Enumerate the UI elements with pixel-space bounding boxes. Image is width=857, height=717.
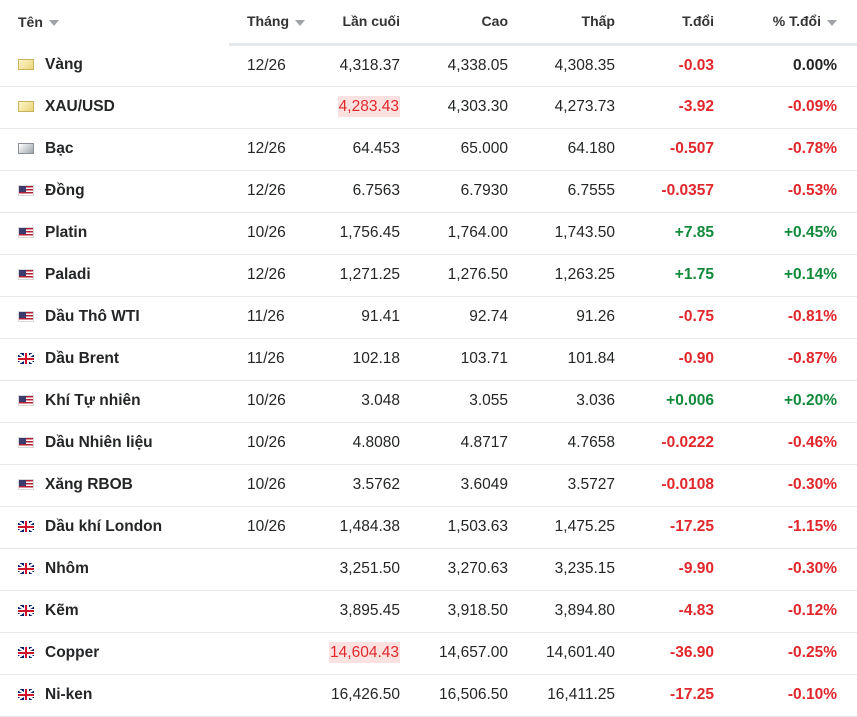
table-row[interactable] xyxy=(0,464,857,506)
high-cell: 4,303.30 xyxy=(420,86,528,128)
change-cell: -3.92 xyxy=(635,86,734,128)
month-cell: 11/26 xyxy=(229,338,310,380)
last-price-value: 64.453 xyxy=(352,140,400,157)
column-header-change[interactable] xyxy=(635,0,734,44)
month-cell xyxy=(229,590,310,632)
column-header-change-label: T.đổi xyxy=(682,13,714,30)
low-cell: 4.7658 xyxy=(528,422,635,464)
low-cell: 1,263.25 xyxy=(528,254,635,296)
instrument-name-cell[interactable] xyxy=(0,338,229,380)
us-flag-icon xyxy=(18,479,34,490)
high-cell: 4.8717 xyxy=(420,422,528,464)
table-row[interactable] xyxy=(0,380,857,422)
low-cell: 4,273.73 xyxy=(528,86,635,128)
last-price-value: 91.41 xyxy=(361,308,400,325)
change-cell: -0.0222 xyxy=(635,422,734,464)
column-header-last-label: Lần cuối xyxy=(342,13,400,30)
last-price-cell xyxy=(310,548,420,590)
column-header-high[interactable] xyxy=(420,0,528,44)
last-price-cell xyxy=(310,506,420,548)
column-header-change-pct-label: % T.đổi xyxy=(772,13,821,30)
low-cell: 3,235.15 xyxy=(528,548,635,590)
month-cell: 12/26 xyxy=(229,254,310,296)
change-pct-cell: +0.20% xyxy=(734,380,857,422)
instrument-name-link[interactable]: XAU/USD xyxy=(45,98,115,115)
column-header-name[interactable] xyxy=(0,0,229,44)
month-cell xyxy=(229,674,310,716)
column-header-month[interactable] xyxy=(229,0,310,44)
column-header-low[interactable] xyxy=(528,0,635,44)
change-cell: -9.90 xyxy=(635,548,734,590)
last-price-value: 14,604.43 xyxy=(330,644,399,661)
table-header xyxy=(0,0,857,44)
us-flag-icon xyxy=(18,437,34,448)
last-price-cell xyxy=(310,296,420,338)
last-price-value: 6.7563 xyxy=(352,182,400,199)
high-cell: 14,657.00 xyxy=(420,632,528,674)
last-price-value: 1,271.25 xyxy=(339,266,400,283)
instrument-name-link[interactable]: Xăng RBOB xyxy=(45,476,133,493)
high-cell: 1,503.63 xyxy=(420,506,528,548)
table-row[interactable] xyxy=(0,548,857,590)
high-cell: 3,270.63 xyxy=(420,548,528,590)
change-cell: -0.75 xyxy=(635,296,734,338)
column-header-high-label: Cao xyxy=(481,13,508,30)
low-cell: 16,411.25 xyxy=(528,674,635,716)
change-cell: +1.75 xyxy=(635,254,734,296)
last-price-value: 3.048 xyxy=(361,392,400,409)
change-cell: -0.507 xyxy=(635,128,734,170)
low-cell: 3.5727 xyxy=(528,464,635,506)
last-price-cell xyxy=(310,44,420,86)
month-cell xyxy=(229,86,310,128)
table-body xyxy=(0,44,857,716)
instrument-name-cell[interactable] xyxy=(0,674,229,716)
instrument-name-link[interactable]: Dầu khí London xyxy=(45,518,163,535)
table-row[interactable] xyxy=(0,674,857,716)
us-flag-icon xyxy=(18,269,34,280)
gold-flag-icon xyxy=(18,101,34,112)
instrument-name-cell[interactable] xyxy=(0,380,229,422)
instrument-name-cell[interactable] xyxy=(0,212,229,254)
high-cell: 103.71 xyxy=(420,338,528,380)
change-pct-cell: -0.30% xyxy=(734,464,857,506)
high-cell: 1,764.00 xyxy=(420,212,528,254)
change-pct-cell: -0.30% xyxy=(734,548,857,590)
silver-flag-icon xyxy=(18,143,34,154)
low-cell: 1,475.25 xyxy=(528,506,635,548)
change-cell: -4.83 xyxy=(635,590,734,632)
change-pct-cell: -0.25% xyxy=(734,632,857,674)
high-cell: 1,276.50 xyxy=(420,254,528,296)
month-cell: 10/26 xyxy=(229,464,310,506)
instrument-name-link[interactable]: Đồng xyxy=(45,182,85,199)
us-flag-icon xyxy=(18,227,34,238)
instrument-name-link[interactable]: Bạc xyxy=(45,140,74,157)
gold-flag-icon xyxy=(18,59,34,70)
instrument-name-cell[interactable] xyxy=(0,128,229,170)
instrument-name-link[interactable]: Dầu Thô WTI xyxy=(45,308,140,325)
uk-flag-icon xyxy=(18,647,34,658)
instrument-name-link[interactable]: Nhôm xyxy=(45,560,89,577)
low-cell: 1,743.50 xyxy=(528,212,635,254)
last-price-cell xyxy=(310,422,420,464)
high-cell: 16,506.50 xyxy=(420,674,528,716)
instrument-name-cell[interactable] xyxy=(0,632,229,674)
instrument-name-link[interactable]: Khí Tự nhiên xyxy=(45,392,141,409)
last-price-cell xyxy=(310,128,420,170)
column-header-low-label: Thấp xyxy=(581,13,615,30)
low-cell: 4,308.35 xyxy=(528,44,635,86)
low-cell: 91.26 xyxy=(528,296,635,338)
last-price-value: 4,283.43 xyxy=(338,98,399,115)
column-header-month-label: Tháng xyxy=(247,13,289,30)
us-flag-icon xyxy=(18,185,34,196)
instrument-name-cell[interactable] xyxy=(0,590,229,632)
instrument-name-cell[interactable] xyxy=(0,506,229,548)
instrument-name-cell[interactable] xyxy=(0,86,229,128)
change-cell: +0.006 xyxy=(635,380,734,422)
low-cell: 14,601.40 xyxy=(528,632,635,674)
column-header-change-pct[interactable] xyxy=(734,0,857,44)
instrument-name-link[interactable]: Dầu Nhiên liệu xyxy=(45,434,153,451)
high-cell: 6.7930 xyxy=(420,170,528,212)
uk-flag-icon xyxy=(18,353,34,364)
table-row[interactable] xyxy=(0,44,857,86)
instrument-name-cell[interactable] xyxy=(0,464,229,506)
month-cell xyxy=(229,548,310,590)
change-cell: +7.85 xyxy=(635,212,734,254)
uk-flag-icon xyxy=(18,521,34,532)
last-price-value: 102.18 xyxy=(352,350,400,367)
month-cell: 10/26 xyxy=(229,422,310,464)
uk-flag-icon xyxy=(18,563,34,574)
low-cell: 64.180 xyxy=(528,128,635,170)
instrument-name-link[interactable]: Platin xyxy=(45,224,88,241)
high-cell: 92.74 xyxy=(420,296,528,338)
change-pct-cell: -0.53% xyxy=(734,170,857,212)
month-cell: 10/26 xyxy=(229,380,310,422)
low-cell: 3.036 xyxy=(528,380,635,422)
change-pct-cell: -0.09% xyxy=(734,86,857,128)
change-cell: -17.25 xyxy=(635,674,734,716)
last-price-value: 1,484.38 xyxy=(339,518,400,535)
change-cell: -0.0108 xyxy=(635,464,734,506)
sort-caret-icon[interactable] xyxy=(295,20,305,26)
table-row[interactable] xyxy=(0,212,857,254)
month-cell: 12/26 xyxy=(229,170,310,212)
table-row[interactable] xyxy=(0,338,857,380)
instrument-name-cell[interactable] xyxy=(0,422,229,464)
high-cell: 3.6049 xyxy=(420,464,528,506)
column-header-last[interactable] xyxy=(310,0,420,44)
us-flag-icon xyxy=(18,311,34,322)
change-pct-cell: +0.14% xyxy=(734,254,857,296)
month-cell: 12/26 xyxy=(229,44,310,86)
instrument-name-link[interactable]: Kẽm xyxy=(45,602,79,619)
last-price-cell xyxy=(310,338,420,380)
month-cell: 10/26 xyxy=(229,212,310,254)
low-cell: 6.7555 xyxy=(528,170,635,212)
table-row[interactable] xyxy=(0,170,857,212)
last-price-cell xyxy=(310,632,420,674)
instrument-name-cell[interactable] xyxy=(0,548,229,590)
instrument-name-cell[interactable] xyxy=(0,170,229,212)
change-pct-cell: -0.10% xyxy=(734,674,857,716)
change-cell: -0.0357 xyxy=(635,170,734,212)
month-cell: 10/26 xyxy=(229,506,310,548)
low-cell: 3,894.80 xyxy=(528,590,635,632)
table-row[interactable] xyxy=(0,296,857,338)
change-pct-cell: -0.46% xyxy=(734,422,857,464)
instrument-name-link[interactable]: Paladi xyxy=(45,266,91,283)
last-price-cell xyxy=(310,380,420,422)
high-cell: 3.055 xyxy=(420,380,528,422)
instrument-name-link[interactable]: Ni-ken xyxy=(45,686,93,703)
high-cell: 3,918.50 xyxy=(420,590,528,632)
table-row[interactable] xyxy=(0,506,857,548)
last-price-cell xyxy=(310,170,420,212)
table-row[interactable] xyxy=(0,590,857,632)
last-price-value: 16,426.50 xyxy=(331,686,400,703)
month-cell: 11/26 xyxy=(229,296,310,338)
last-price-value: 4.8080 xyxy=(352,434,400,451)
month-cell xyxy=(229,632,310,674)
table-row[interactable] xyxy=(0,86,857,128)
last-price-cell xyxy=(310,86,420,128)
instrument-name-cell[interactable] xyxy=(0,254,229,296)
change-pct-cell: -0.87% xyxy=(734,338,857,380)
low-cell: 101.84 xyxy=(528,338,635,380)
change-pct-cell: -1.15% xyxy=(734,506,857,548)
last-price-value: 3,895.45 xyxy=(339,602,400,619)
instrument-name-link[interactable]: Copper xyxy=(45,644,100,661)
last-price-value: 1,756.45 xyxy=(339,224,400,241)
table-row[interactable] xyxy=(0,128,857,170)
change-pct-cell: 0.00% xyxy=(734,44,857,86)
last-price-cell xyxy=(310,254,420,296)
last-price-cell xyxy=(310,590,420,632)
table-row[interactable] xyxy=(0,632,857,674)
change-cell: -17.25 xyxy=(635,506,734,548)
change-pct-cell: -0.78% xyxy=(734,128,857,170)
us-flag-icon xyxy=(18,395,34,406)
change-pct-cell: -0.81% xyxy=(734,296,857,338)
last-price-value: 3.5762 xyxy=(352,476,400,493)
uk-flag-icon xyxy=(18,689,34,700)
change-pct-cell: +0.45% xyxy=(734,212,857,254)
change-cell: -0.03 xyxy=(635,44,734,86)
high-cell: 4,338.05 xyxy=(420,44,528,86)
uk-flag-icon xyxy=(18,605,34,616)
last-price-value: 3,251.50 xyxy=(339,560,400,577)
sort-caret-icon[interactable] xyxy=(49,20,59,26)
change-cell: -36.90 xyxy=(635,632,734,674)
change-pct-cell: -0.12% xyxy=(734,590,857,632)
instrument-name-link[interactable]: Vàng xyxy=(45,55,83,73)
table-row[interactable] xyxy=(0,254,857,296)
last-price-value: 4,318.37 xyxy=(339,56,400,74)
sort-caret-icon[interactable] xyxy=(827,20,837,26)
instrument-name-cell[interactable] xyxy=(0,296,229,338)
instrument-name-link[interactable]: Dầu Brent xyxy=(45,350,120,367)
last-price-cell xyxy=(310,464,420,506)
instrument-name-cell[interactable] xyxy=(0,44,229,86)
high-cell: 65.000 xyxy=(420,128,528,170)
last-price-cell xyxy=(310,212,420,254)
column-header-name-label: Tên xyxy=(18,14,43,30)
table-row[interactable] xyxy=(0,422,857,464)
month-cell: 12/26 xyxy=(229,128,310,170)
last-price-cell xyxy=(310,674,420,716)
change-cell: -0.90 xyxy=(635,338,734,380)
